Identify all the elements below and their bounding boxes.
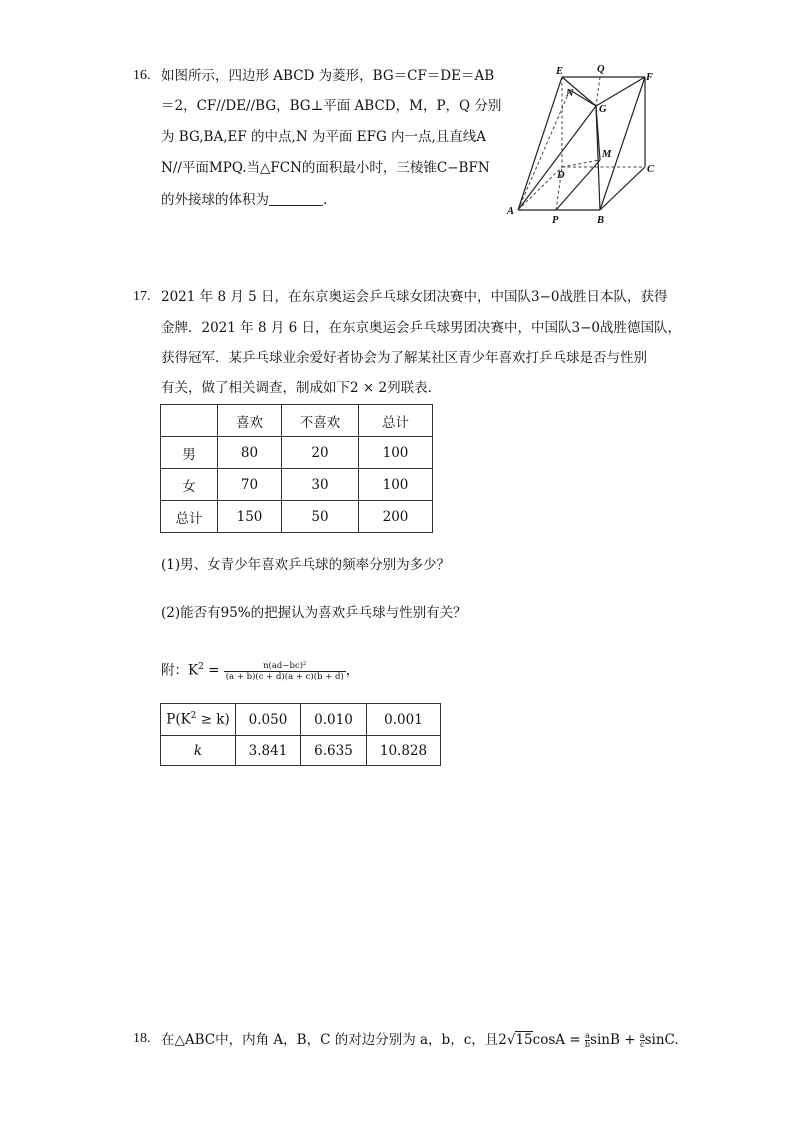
table-cell: 0.050: [236, 704, 301, 736]
p-label-sup: 2: [190, 711, 197, 722]
label-M: M: [602, 149, 612, 160]
fraction-bottom: c: [639, 1040, 645, 1049]
table-cell: 0.001: [367, 704, 441, 736]
table-cell: 100: [359, 469, 433, 501]
q17-line-4: 有关，做了相关调查，制成如下2 × 2列联表．: [161, 380, 442, 396]
question-number: 18.: [133, 1031, 151, 1046]
q16-line-3: 为 BG,BA,EF 的中点,N 为平面 EFG 内一点,且直线A: [161, 129, 487, 145]
formula-numerator: n(ad−bc)²: [224, 661, 346, 672]
table-cell: 50: [282, 501, 359, 533]
formula-eq: =: [203, 662, 224, 679]
question-number: 17.: [133, 289, 151, 304]
q18-text-3: sinB +: [590, 1032, 640, 1048]
table-cell: 100: [359, 437, 433, 469]
table-cell: [161, 405, 218, 437]
label-C: C: [647, 164, 655, 175]
table-header-row: [161, 704, 441, 736]
label-F: F: [646, 72, 654, 83]
fraction-bottom: b: [584, 1040, 591, 1049]
question-number: 16.: [133, 68, 151, 83]
q17-sub-question-2: (2)能否有95%的把握认为喜欢乒乓球与性别有关？: [161, 605, 467, 621]
q16-line-5: [161, 190, 327, 210]
q18-text-2: cosA =: [532, 1032, 585, 1048]
table-cell: 150: [218, 501, 282, 533]
table-header-row: [161, 405, 433, 437]
table-cell: [161, 704, 236, 736]
label-G: G: [599, 104, 607, 115]
formula-denominator: (a + b)(c + d)(a + c)(b + d): [225, 671, 344, 682]
label-Q: Q: [597, 64, 605, 75]
critical-value-table: [160, 703, 441, 766]
label-A: A: [507, 206, 515, 217]
q16-line-2: ＝2，CF//DE//BG，BG⊥平面 ABCD，M，P，Q 分别: [161, 98, 502, 114]
sqrt-symbol: √: [506, 1032, 516, 1048]
table-cell: 30: [282, 469, 359, 501]
table-cell: 喜欢: [218, 405, 282, 437]
label-D: D: [557, 170, 565, 181]
q16-line-4: N//平面MPQ.当△FCN的面积最小时，三棱锥C−BFN: [161, 160, 490, 176]
table-cell: 10.828: [367, 736, 441, 766]
chi-square-formula: [161, 656, 359, 682]
label-N: N: [566, 88, 574, 99]
formula-fraction: [224, 661, 346, 682]
q17-sub-question-1: (1)男、女青少年喜欢乒乓球的频率分别为多少？: [161, 557, 451, 573]
prism-figure: [500, 60, 670, 228]
table-cell: 总计: [359, 405, 433, 437]
table-cell: 6.635: [301, 736, 367, 766]
q17-line-1: 2021 年 8 月 5 日，在东京奥运会乒乓球女团决赛中，中国队3−0战胜日本队，获得: [161, 289, 668, 305]
label-E: E: [556, 66, 564, 77]
fraction-top: a: [639, 1031, 645, 1040]
table-row: [161, 501, 433, 533]
table-cell: k: [161, 736, 236, 766]
q16-line-5-text: 的外接球的体积为: [161, 192, 269, 208]
q18-text: [161, 1029, 679, 1051]
p-label-b: ≥ k): [196, 711, 230, 728]
table-row: [161, 736, 441, 766]
table-cell: 70: [218, 469, 282, 501]
contingency-table: [160, 404, 433, 533]
label-P: P: [552, 215, 559, 226]
table-cell: 200: [359, 501, 433, 533]
q17-line-3: 获得冠军．某乒乓球业余爱好者协会为了解某社区青少年喜欢打乒乓球是否与性别: [161, 350, 647, 366]
formula-prefix: 附：K: [161, 662, 199, 679]
q16-line-1: 如图所示，四边形 ABCD 为菱形，BG＝CF＝DE＝AB: [161, 68, 495, 84]
fraction-top: a: [585, 1031, 590, 1040]
table-cell: 男: [161, 437, 218, 469]
q18-text-4: sinC.: [644, 1032, 679, 1048]
table-cell: 总计: [161, 501, 218, 533]
sqrt-argument: 15: [515, 1032, 533, 1048]
table-cell: 不喜欢: [282, 405, 359, 437]
table-cell: 3.841: [236, 736, 301, 766]
table-row: [161, 437, 433, 469]
formula-suffix: ，: [345, 662, 360, 679]
label-B: B: [597, 215, 605, 226]
table-cell: 0.010: [301, 704, 367, 736]
table-row: [161, 469, 433, 501]
q17-line-2: 金牌．2021 年 8 月 6 日，在东京奥运会乒乓球男团决赛中，中国队3−0战胜德国队，: [161, 320, 681, 336]
q18-text-1: 在△ABC中，内角 A，B，C 的对边分别为 a，b，c，且2: [161, 1032, 507, 1048]
table-cell: 80: [218, 437, 282, 469]
answer-blank[interactable]: [269, 191, 323, 206]
q16-period: .: [323, 192, 328, 208]
table-cell: 女: [161, 469, 218, 501]
formula-sup: 2: [198, 662, 204, 672]
table-cell: 20: [282, 437, 359, 469]
p-label-a: P(K: [166, 711, 191, 728]
